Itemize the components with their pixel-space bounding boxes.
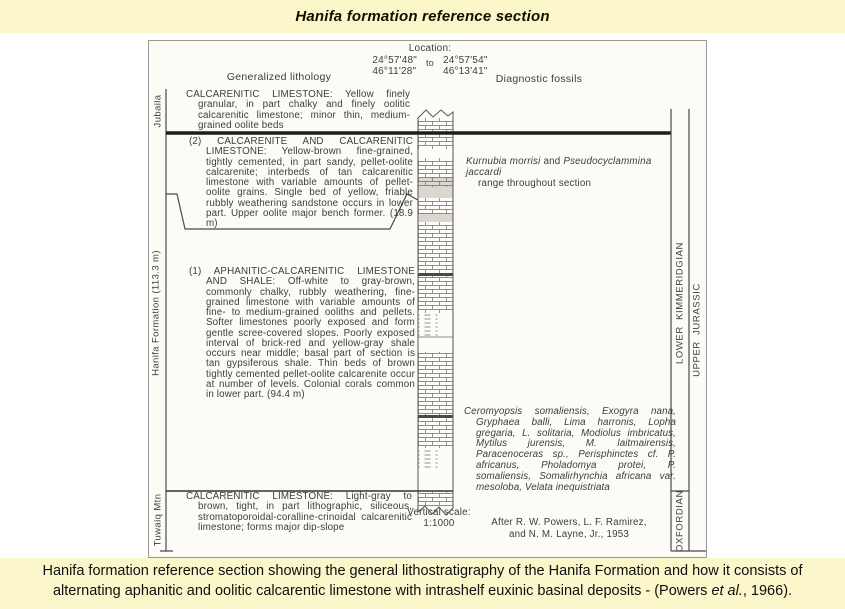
stratigraphic-figure bbox=[148, 40, 707, 558]
strat-segment-dark bbox=[419, 273, 453, 276]
location-to: 24°57'54" 46°13'41" bbox=[442, 55, 488, 77]
strat-segment-brick bbox=[419, 418, 453, 448]
strat-segment-brick bbox=[419, 198, 453, 214]
label-jubaila: Jubaila bbox=[152, 94, 164, 128]
title-bar bbox=[0, 0, 845, 33]
page-title: Hanifa formation reference section bbox=[295, 8, 550, 25]
strat-segment-graybrick bbox=[419, 177, 453, 187]
strat-segment-shale bbox=[419, 448, 438, 468]
attribution: After R. W. Powers, L. F. Ramirez, and N. M. Layne, Jr., 1953 bbox=[491, 517, 647, 540]
strat-segment-dark bbox=[419, 415, 453, 418]
header-diagnostic-fossils: Diagnostic fossils bbox=[495, 73, 583, 85]
unit-tuwaiq-description: CALCARENITIC LIMESTONE: Light-gray to brown, tight, in part lithographic, siliceous, stromatoporoidal-coralline-crinoidal calcarenitic limestone; forms major dip-slope bbox=[186, 491, 412, 533]
caption-bar bbox=[0, 558, 845, 609]
strat-segment-brick bbox=[419, 492, 453, 506]
strat-segment-shale bbox=[419, 313, 438, 337]
unit-1-description: (1) APHANITIC-CALCARENITIC LIMESTONE AND SHALE: Off-white to gray-brown, commonly chalky, rubbly weathering, fine-grained limestone with variable amounts of fine- to medium-grained ooliths and pellets. Softer limestones poorly exposed and form gentle scree-covered slopes. Poorly exposed interval of brick-red and yellow-gray shale occurs near middle; basal part of section is tan gypsiferous shale. Thin beds of brown tightly cemented pellet-oolite calcarenite occur at number of levels. Colonial corals common in lower part. (94.4 m) bbox=[189, 266, 415, 400]
location-to-word: to bbox=[426, 58, 434, 68]
label-lower-kimmeridgian: LOWER KIMMERIDGIAN bbox=[674, 241, 686, 365]
strat-segment-brick bbox=[419, 222, 453, 273]
fossil-species-1: Kurnubia morrisi bbox=[466, 156, 541, 167]
figure-stage bbox=[0, 33, 845, 558]
label-hanifa-formation: Hanifa Formation (113.3 m) bbox=[150, 250, 162, 376]
strat-column-segments bbox=[419, 118, 453, 506]
label-tuwaiq-mtn: Tuwaiq Mtn bbox=[152, 493, 164, 547]
location-label: Location: bbox=[408, 43, 452, 54]
label-upper-jurassic: UPPER JURASSIC bbox=[691, 283, 703, 377]
fossil-range-note: Kurnubia morrisi and Pseudocyclammina jaccardi range throughout section bbox=[466, 156, 681, 189]
location-from: 24°57'48" 46°11'28" bbox=[372, 55, 418, 77]
strat-segment-brick bbox=[419, 352, 453, 415]
vertical-scale: Vertical scale: 1:1000 bbox=[407, 507, 471, 529]
unit-jubaila-description: CALCARENITIC LIMESTONE: Yellow finely granular, in part chalky and finely oolitic calcarenitic limestone; minor thin, medium-grained oolite beds bbox=[186, 89, 410, 131]
location-block bbox=[345, 43, 515, 77]
figure-caption bbox=[3, 562, 843, 601]
header-generalized-lithology: Generalized lithology bbox=[226, 71, 332, 83]
caption-line2: alternating aphanitic and oolitic calcarentic limestone with intrashelf euxinic basinal deposits - (Powers et al., 1966). bbox=[52, 582, 793, 599]
label-oxfordian: OXFORDIAN bbox=[674, 490, 686, 552]
fossil-list: Ceromyopsis somaliensis, Exogyra nana, Gryphaea balli, Lima harronis, Lopha gregaria, L. solitaria, Modiolus imbricatus, Mytilus jurensis, M. laitmairensis, Paracenoceras sp., Perisphinctes cf. P. africanus, Pholadomya protei, P. somaliensis, Somalirhynchia africana var. mesoloba, Velata inequistriata bbox=[464, 406, 676, 493]
fossil-range-line2: range throughout section bbox=[478, 178, 592, 189]
fossil-species-2: Pseudocyclammina jaccardi bbox=[466, 156, 652, 178]
strat-segment-gray bbox=[419, 187, 453, 198]
strat-segment-brick bbox=[419, 276, 453, 313]
caption-line1: Hanifa formation reference section showing the general lithostratigraphy of the Hanifa Formation and how it consists of bbox=[42, 563, 803, 579]
strat-segment-gray bbox=[419, 214, 453, 222]
strat-segment-brick bbox=[419, 158, 453, 177]
left-rail-line bbox=[160, 89, 173, 551]
unit-2-description: (2) CALCARENITE AND CALCARENITIC LIMESTONE: Yellow-brown fine-grained, tightly cemented, in part sandy, pellet-oolite calcarenite; interbeds of tan calcarenitic limestone with variable amounts of pellet-oolite grains. Single bed of yellow, friable rubbly weathering sandstone occurs in lower part. Upper oolite major bench former. (18.9 m) bbox=[189, 136, 413, 229]
